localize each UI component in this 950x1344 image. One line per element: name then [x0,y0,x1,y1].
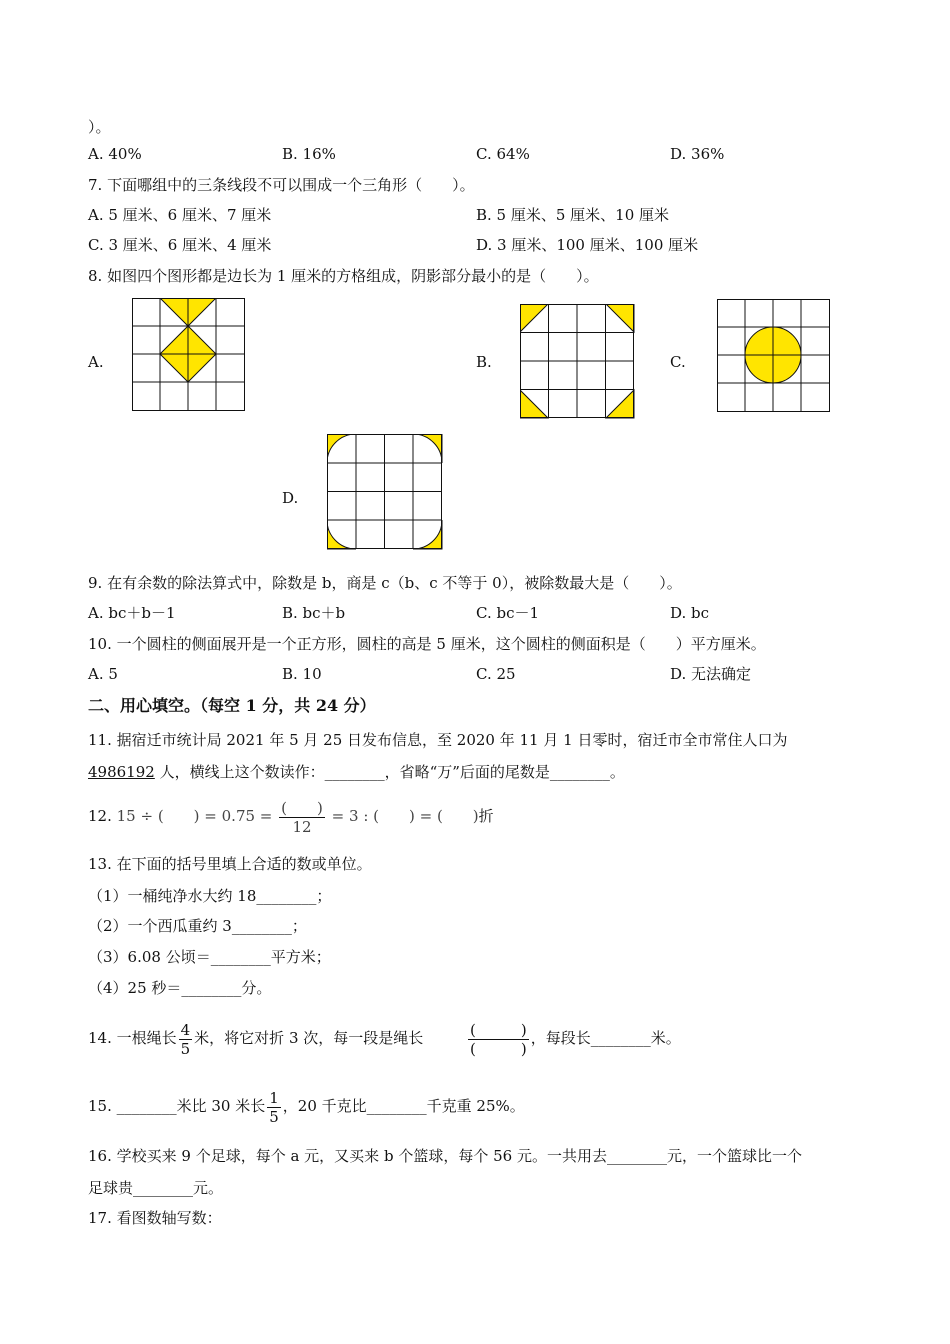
q12-fraction [279,799,325,836]
q9-option-b[interactable]: B. bc＋b [282,604,346,622]
q14-part3[interactable]: ，每段长________米。 [530,1029,681,1047]
q9-option-c[interactable]: C. bc－1 [476,604,540,622]
q14-fraction-denominator: 5 [180,1039,191,1058]
q12-expression-part1: 15 ÷ ( ) = 0.75 = [116,807,273,825]
q10-option-c[interactable]: C. 25 [476,665,516,683]
q14-blank-numerator[interactable]: ( ) [470,1020,527,1039]
q17-stem: 17. 看图数轴写数： [88,1209,222,1227]
q10-option-a[interactable]: A. 5 [88,665,118,683]
section-2-heading: 二、用心填空。（每空 1 分，共 24 分） [88,696,376,715]
q9-option-d[interactable]: D. bc [670,604,710,622]
q8-label-b[interactable]: B. [476,353,492,371]
q11-underlined-number: 4986192 [88,763,155,781]
q6-option-c[interactable]: C. 64% [476,145,530,163]
q10-stem: 10. 一个圆柱的侧面展开是一个正方形，圆柱的高是 5 厘米，这个圆柱的侧面积是（ ）平方厘米。 [88,635,766,653]
q8-figure-c [717,299,831,413]
q15-fraction-denominator: 5 [269,1107,279,1126]
q15-part1[interactable]: 15. ________米比 30 米长 [88,1097,266,1115]
q15-part2[interactable]: ，20 千克比________千克重 25%。 [282,1097,525,1115]
q12-fraction-denominator: 12 [292,817,312,836]
q7-option-a[interactable]: A. 5 厘米、6 厘米、7 厘米 [88,206,272,224]
q12-tail: 折 [478,807,494,825]
q13-item-3[interactable]: （3）6.08 公顷＝________平方米； [88,948,331,966]
q8-figure-a [132,298,246,412]
q8-figure-b [520,304,635,419]
q15-fraction-numerator: 1 [269,1088,279,1107]
q11-line2 [88,762,625,782]
q8-label-d[interactable]: D. [282,489,299,507]
q14-part1: 14. 一根绳长 [88,1029,177,1047]
q8-label-a[interactable]: A. [88,353,104,371]
q12-expression-part2[interactable]: = 3 : ( ) = ( ) [331,807,479,825]
q7-stem: 7. 下面哪组中的三条线段不可以围成一个三角形（ ）。 [88,176,475,194]
q14-blank-denominator[interactable]: ( ) [470,1039,527,1058]
q14-fraction-numerator: 4 [180,1020,191,1039]
q7-option-c[interactable]: C. 3 厘米、6 厘米、4 厘米 [88,236,272,254]
q15-line [88,1086,525,1126]
q14-part2: 米，将它对折 3 次，每一段是绳长 [194,1029,424,1047]
q6-option-a[interactable]: A. 40% [88,145,142,163]
q10-option-b[interactable]: B. 10 [282,665,322,683]
q14-line [88,1018,681,1058]
q12-label: 12. [88,807,112,825]
q12-fraction-numerator[interactable]: ( ) [281,798,323,817]
q7-option-d[interactable]: D. 3 厘米、100 厘米、100 厘米 [476,236,699,254]
q6-option-b[interactable]: B. 16% [282,145,336,163]
q9-option-a[interactable]: A. bc＋b－1 [88,604,176,622]
q10-option-d[interactable]: D. 无法确定 [670,665,752,683]
q15-fraction [267,1089,281,1126]
q8-stem: 8. 如图四个图形都是边长为 1 厘米的方格组成，阴影部分最小的是（ ）。 [88,267,599,285]
q8-label-c[interactable]: C. [670,353,686,371]
q6-option-d[interactable]: D. 36% [670,145,725,163]
q11-line1: 11. 据宿迁市统计局 2021 年 5 月 25 日发布信息，至 2020 年 11 月 1 日零时，宿迁市全市常住人口为 [88,731,788,749]
q14-blank-fraction[interactable] [468,1021,529,1058]
q8-figure-d [327,434,443,550]
q14-fraction [179,1021,193,1058]
q16-line1[interactable]: 16. 学校买来 9 个足球，每个 a 元，又买来 b 个篮球，每个 56 元。一共用去________元，一个篮球比一个 [88,1147,802,1165]
q13-stem: 13. 在下面的括号里填上合适的数或单位。 [88,855,372,873]
q12-line [88,796,494,836]
q13-item-4[interactable]: （4）25 秒＝________分。 [88,979,272,997]
q13-item-1[interactable]: （1）一桶纯净水大约 18________； [88,887,332,905]
q9-stem: 9. 在有余数的除法算式中，除数是 b，商是 c（b、c 不等于 0），被除数最大是（ ）。 [88,574,682,592]
q7-option-b[interactable]: B. 5 厘米、5 厘米、10 厘米 [476,206,670,224]
q11-line2-text: 人，横线上这个数读作：________，省略“万”后面的尾数是________。 [154,763,625,781]
q13-item-2[interactable]: （2）一个西瓜重约 3________； [88,917,307,935]
q16-line2[interactable]: 足球贵________元。 [88,1179,224,1197]
previous-question-tail: ）。 [88,118,111,136]
